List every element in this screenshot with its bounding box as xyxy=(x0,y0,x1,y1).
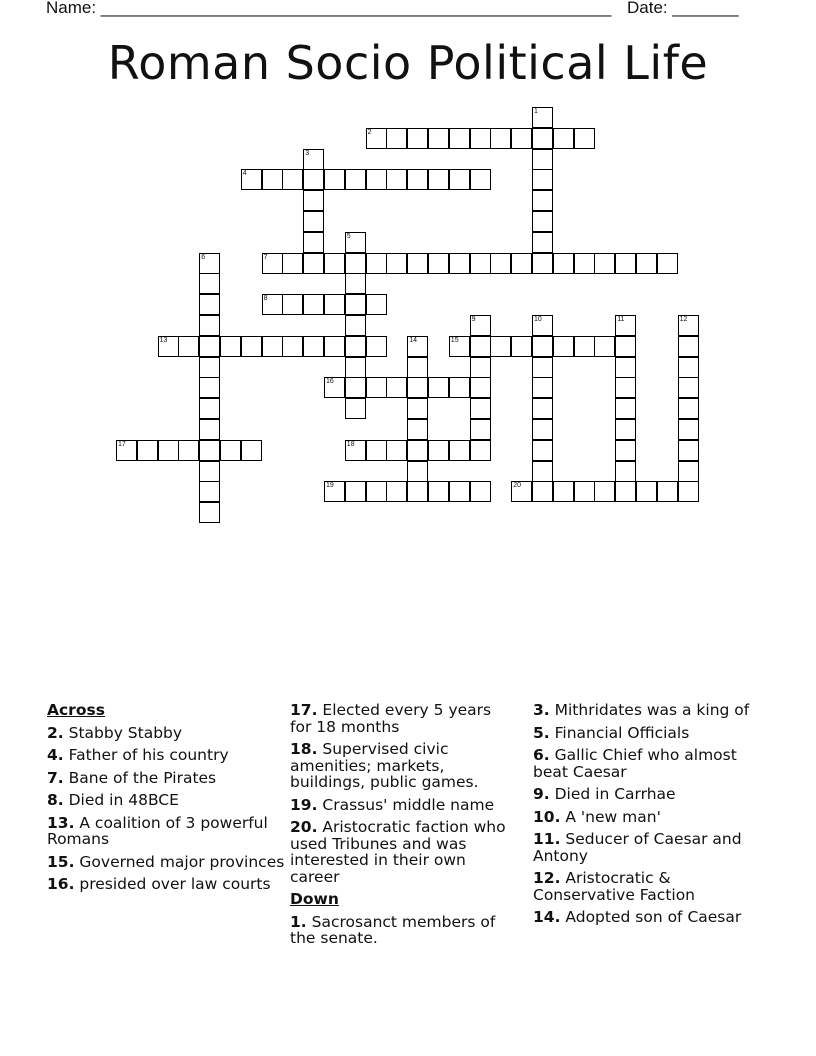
grid-cell[interactable] xyxy=(407,481,428,502)
grid-cell[interactable] xyxy=(137,440,158,461)
grid-cell[interactable] xyxy=(303,149,324,170)
grid-cell[interactable] xyxy=(470,377,491,398)
grid-cell[interactable] xyxy=(407,169,428,190)
clue-item xyxy=(47,770,297,787)
grid-cell[interactable] xyxy=(407,377,428,398)
grid-cell[interactable] xyxy=(366,377,387,398)
grid-cell[interactable] xyxy=(428,377,449,398)
grid-cell[interactable] xyxy=(303,336,324,357)
grid-cell[interactable] xyxy=(386,169,407,190)
clue-number: 20 xyxy=(513,482,521,490)
grid-cell[interactable] xyxy=(553,481,574,502)
grid-cell[interactable] xyxy=(199,481,220,502)
grid-cell[interactable] xyxy=(615,419,636,440)
grid-cell[interactable] xyxy=(116,440,137,461)
grid-cell[interactable] xyxy=(470,398,491,419)
clue-item-number: 6. xyxy=(533,746,550,764)
grid-cell[interactable] xyxy=(345,481,366,502)
grid-cell[interactable] xyxy=(449,440,470,461)
clue-item xyxy=(533,786,763,803)
clue-item-text: Father of his country xyxy=(63,746,229,764)
grid-cell[interactable] xyxy=(282,336,303,357)
clue-number: 7 xyxy=(263,253,268,261)
grid-cell[interactable] xyxy=(532,107,553,128)
grid-cell[interactable] xyxy=(678,440,699,461)
clue-item-text: Died in Carrhae xyxy=(549,785,676,803)
clue-number: 1 xyxy=(534,108,538,115)
clue-item xyxy=(290,914,515,947)
grid-cell[interactable] xyxy=(407,336,428,357)
grid-cell[interactable] xyxy=(345,294,366,315)
clue-item-number: 5. xyxy=(533,723,550,742)
grid-cell[interactable] xyxy=(615,336,636,357)
grid-cell[interactable] xyxy=(241,336,262,357)
grid-cell[interactable] xyxy=(199,419,220,440)
grid-cell[interactable] xyxy=(324,377,345,398)
grid-cell[interactable] xyxy=(678,377,699,398)
grid-cell[interactable] xyxy=(532,336,553,357)
grid-cell[interactable] xyxy=(324,253,345,274)
clue-item-text: Mithridates was a king of xyxy=(549,701,750,719)
grid-cell[interactable] xyxy=(511,481,532,502)
clue-item-number: 11. xyxy=(533,830,561,848)
clue-section-heading: Across xyxy=(47,701,105,719)
grid-cell[interactable] xyxy=(511,253,532,274)
grid-cell[interactable] xyxy=(407,461,428,482)
clue-item-number: 8. xyxy=(47,791,64,809)
grid-cell[interactable] xyxy=(636,481,657,502)
grid-cell[interactable] xyxy=(449,169,470,190)
grid-cell[interactable] xyxy=(199,398,220,419)
clue-item-text: Aristocratic & Conservative Faction xyxy=(533,869,696,904)
grid-cell[interactable] xyxy=(532,398,553,419)
clue-item-number: 16. xyxy=(47,875,75,893)
clue-item xyxy=(533,702,763,719)
grid-cell[interactable] xyxy=(470,419,491,440)
grid-cell[interactable] xyxy=(303,294,324,315)
grid-cell[interactable] xyxy=(199,502,220,523)
clue-number: 17 xyxy=(118,440,126,448)
clue-number: 14 xyxy=(409,336,417,344)
grid-cell[interactable] xyxy=(428,253,449,274)
grid-cell[interactable] xyxy=(470,440,491,461)
grid-cell[interactable] xyxy=(657,253,678,274)
clue-item-number: 19. xyxy=(290,795,318,814)
grid-cell[interactable] xyxy=(594,253,615,274)
clue-item-text: Aristocratic faction who used Tribunes and was interested in their own career xyxy=(290,818,506,886)
grid-cell[interactable] xyxy=(532,211,553,232)
clue-item xyxy=(533,725,763,742)
clue-item-text: Financial Officials xyxy=(549,723,690,742)
grid-cell[interactable] xyxy=(262,336,283,357)
clue-item-number: 14. xyxy=(533,908,561,926)
grid-cell[interactable] xyxy=(615,440,636,461)
grid-cell[interactable] xyxy=(532,377,553,398)
grid-cell[interactable] xyxy=(345,273,366,294)
grid-cell[interactable] xyxy=(407,419,428,440)
clue-item-number: 4. xyxy=(47,746,64,764)
grid-cell[interactable] xyxy=(449,253,470,274)
grid-cell[interactable] xyxy=(407,398,428,419)
grid-cell[interactable] xyxy=(303,253,324,274)
clue-item-text: presided over law courts xyxy=(74,875,271,893)
clue-item-text: Stabby Stabby xyxy=(63,723,183,742)
grid-cell[interactable] xyxy=(553,128,574,149)
grid-cell[interactable] xyxy=(324,169,345,190)
name-field-label: Name: ______________________________________________________ xyxy=(46,0,612,17)
grid-cell[interactable] xyxy=(386,440,407,461)
grid-cell[interactable] xyxy=(532,232,553,253)
grid-cell[interactable] xyxy=(678,398,699,419)
grid-cell[interactable] xyxy=(345,232,366,253)
grid-cell[interactable] xyxy=(615,377,636,398)
clue-item xyxy=(533,870,763,903)
grid-cell[interactable] xyxy=(490,253,511,274)
grid-cell[interactable] xyxy=(532,128,553,149)
clue-number: 18 xyxy=(346,440,355,448)
grid-cell[interactable] xyxy=(449,128,470,149)
grid-cell[interactable] xyxy=(262,294,283,315)
clue-item-text: Seducer of Caesar and Antony xyxy=(533,830,742,865)
grid-cell[interactable] xyxy=(615,357,636,378)
grid-cell[interactable] xyxy=(678,481,699,502)
grid-cell[interactable] xyxy=(532,169,553,190)
grid-cell[interactable] xyxy=(282,169,303,190)
grid-cell[interactable] xyxy=(366,294,387,315)
grid-cell[interactable] xyxy=(262,253,283,274)
clue-number: 3 xyxy=(305,149,310,157)
grid-cell[interactable] xyxy=(470,357,491,378)
clue-number: 9 xyxy=(471,316,476,323)
grid-cell[interactable] xyxy=(282,253,303,274)
clue-item-text: Crassus' middle name xyxy=(317,795,495,814)
clue-number: 15 xyxy=(450,336,459,344)
grid-cell[interactable] xyxy=(470,315,491,336)
clue-number: 11 xyxy=(617,316,625,323)
clue-item-number: 13. xyxy=(47,813,75,832)
grid-cell[interactable] xyxy=(303,211,324,232)
grid-cell[interactable] xyxy=(345,440,366,461)
puzzle-title: Roman Socio Political Life xyxy=(107,36,709,90)
clue-item-number: 9. xyxy=(533,785,550,803)
grid-cell[interactable] xyxy=(386,481,407,502)
grid-cell[interactable] xyxy=(532,315,553,336)
clue-item-number: 18. xyxy=(290,740,318,758)
grid-cell[interactable] xyxy=(532,253,553,274)
clue-item-text: Bane of the Pirates xyxy=(63,768,217,787)
grid-cell[interactable] xyxy=(407,357,428,378)
grid-cell[interactable] xyxy=(366,336,387,357)
grid-cell[interactable] xyxy=(428,128,449,149)
grid-cell[interactable] xyxy=(303,190,324,211)
grid-cell[interactable] xyxy=(303,232,324,253)
grid-cell[interactable] xyxy=(615,315,636,336)
grid-cell[interactable] xyxy=(345,169,366,190)
grid-cell[interactable] xyxy=(594,481,615,502)
grid-cell[interactable] xyxy=(345,357,366,378)
clue-column-3 xyxy=(533,702,763,932)
grid-cell[interactable] xyxy=(532,440,553,461)
clue-item-number: 15. xyxy=(47,852,75,871)
clue-column-2 xyxy=(290,702,515,953)
clue-item-text: Sacrosanct members of the senate. xyxy=(290,912,496,947)
clue-item xyxy=(290,702,515,735)
grid-cell[interactable] xyxy=(532,357,553,378)
clue-number: 5 xyxy=(346,232,351,240)
grid-cell[interactable] xyxy=(574,253,595,274)
grid-cell[interactable] xyxy=(199,294,220,315)
clue-item-text: Governed major provinces xyxy=(74,852,285,871)
clue-item xyxy=(533,831,763,864)
clue-item xyxy=(290,741,515,791)
clue-item-text: A 'new man' xyxy=(560,807,661,826)
grid-cell[interactable] xyxy=(678,357,699,378)
clue-item-number: 2. xyxy=(47,723,64,742)
grid-cell[interactable] xyxy=(407,128,428,149)
grid-cell[interactable] xyxy=(574,128,595,149)
grid-cell[interactable] xyxy=(594,336,615,357)
grid-cell[interactable] xyxy=(553,336,574,357)
clue-number: 10 xyxy=(534,316,542,323)
grid-cell[interactable] xyxy=(199,377,220,398)
grid-cell[interactable] xyxy=(615,398,636,419)
clue-item-number: 10. xyxy=(533,807,561,826)
grid-cell[interactable] xyxy=(449,377,470,398)
grid-cell[interactable] xyxy=(386,377,407,398)
grid-cell[interactable] xyxy=(407,440,428,461)
grid-cell[interactable] xyxy=(241,169,262,190)
grid-cell[interactable] xyxy=(345,377,366,398)
grid-cell[interactable] xyxy=(345,398,366,419)
grid-cell[interactable] xyxy=(386,128,407,149)
grid-cell[interactable] xyxy=(386,253,407,274)
grid-cell[interactable] xyxy=(428,481,449,502)
grid-cell[interactable] xyxy=(532,190,553,211)
clue-item-text: Adopted son of Caesar xyxy=(560,908,742,926)
grid-cell[interactable] xyxy=(678,336,699,357)
grid-cell[interactable] xyxy=(303,169,324,190)
clue-item xyxy=(290,797,515,814)
grid-cell[interactable] xyxy=(490,128,511,149)
clue-item-number: 20. xyxy=(290,818,318,836)
grid-cell[interactable] xyxy=(407,253,428,274)
clue-item-number: 12. xyxy=(533,869,561,887)
clue-item-text: Died in 48BCE xyxy=(63,791,179,809)
clue-item xyxy=(47,792,297,809)
grid-cell[interactable] xyxy=(324,336,345,357)
grid-cell[interactable] xyxy=(657,481,678,502)
grid-cell[interactable] xyxy=(324,481,345,502)
clue-item xyxy=(533,809,763,826)
grid-cell[interactable] xyxy=(262,169,283,190)
grid-cell[interactable] xyxy=(532,419,553,440)
clue-item-number: 3. xyxy=(533,701,550,719)
clue-item-text: Gallic Chief who almost beat Caesar xyxy=(533,746,737,781)
clue-number: 12 xyxy=(679,316,688,323)
grid-cell[interactable] xyxy=(615,461,636,482)
clue-item-number: 7. xyxy=(47,768,64,787)
clue-item-text: Supervised civic amenities; markets, buildings, public games. xyxy=(290,740,479,791)
clue-item xyxy=(47,854,297,871)
clue-number: 4 xyxy=(242,170,247,178)
grid-cell[interactable] xyxy=(366,481,387,502)
grid-cell[interactable] xyxy=(532,149,553,170)
clue-column-1 xyxy=(47,702,297,899)
grid-cell[interactable] xyxy=(158,336,179,357)
grid-cell[interactable] xyxy=(511,336,532,357)
grid-cell[interactable] xyxy=(199,357,220,378)
grid-cell[interactable] xyxy=(615,253,636,274)
grid-cell[interactable] xyxy=(178,336,199,357)
clue-number: 16 xyxy=(326,378,334,386)
grid-cell[interactable] xyxy=(220,440,241,461)
grid-cell[interactable] xyxy=(470,253,491,274)
clue-item-number: 1. xyxy=(290,912,307,931)
grid-cell[interactable] xyxy=(678,461,699,482)
grid-cell[interactable] xyxy=(345,253,366,274)
clue-item-text: A coalition of 3 powerful Romans xyxy=(47,813,268,848)
grid-cell[interactable] xyxy=(199,273,220,294)
clue-number: 13 xyxy=(159,336,168,344)
clue-item xyxy=(533,747,763,780)
grid-cell[interactable] xyxy=(532,481,553,502)
grid-cell[interactable] xyxy=(199,253,220,274)
grid-cell[interactable] xyxy=(574,481,595,502)
grid-cell[interactable] xyxy=(199,461,220,482)
grid-cell[interactable] xyxy=(345,336,366,357)
clue-item-number: 17. xyxy=(290,701,318,719)
grid-cell[interactable] xyxy=(282,294,303,315)
grid-cell[interactable] xyxy=(449,336,470,357)
grid-cell[interactable] xyxy=(470,481,491,502)
grid-cell[interactable] xyxy=(199,336,220,357)
grid-cell[interactable] xyxy=(470,169,491,190)
grid-cell[interactable] xyxy=(449,481,470,502)
clue-section-heading: Down xyxy=(290,890,339,908)
grid-cell[interactable] xyxy=(470,128,491,149)
clue-item xyxy=(533,909,763,926)
grid-cell[interactable] xyxy=(532,461,553,482)
grid-cell[interactable] xyxy=(470,336,491,357)
clue-item xyxy=(47,815,297,848)
grid-cell[interactable] xyxy=(199,440,220,461)
grid-cell[interactable] xyxy=(158,440,179,461)
clue-item xyxy=(47,725,297,742)
clue-item xyxy=(47,747,297,764)
grid-cell[interactable] xyxy=(490,336,511,357)
grid-cell[interactable] xyxy=(366,440,387,461)
grid-cell[interactable] xyxy=(345,315,366,336)
grid-cell[interactable] xyxy=(428,169,449,190)
date-field-label: Date: _______ xyxy=(627,0,739,17)
grid-cell[interactable] xyxy=(636,253,657,274)
grid-cell[interactable] xyxy=(574,336,595,357)
grid-cell[interactable] xyxy=(553,253,574,274)
grid-cell[interactable] xyxy=(241,440,262,461)
grid-cell[interactable] xyxy=(324,294,345,315)
grid-cell[interactable] xyxy=(366,128,387,149)
grid-cell[interactable] xyxy=(615,481,636,502)
grid-cell[interactable] xyxy=(178,440,199,461)
clue-number: 19 xyxy=(326,482,334,490)
grid-cell[interactable] xyxy=(511,128,532,149)
grid-cell[interactable] xyxy=(366,253,387,274)
grid-cell[interactable] xyxy=(678,419,699,440)
grid-cell[interactable] xyxy=(366,169,387,190)
grid-cell[interactable] xyxy=(220,336,241,357)
clue-number: 6 xyxy=(201,253,206,261)
clue-item-text: Elected every 5 years for 18 months xyxy=(290,701,492,736)
grid-cell[interactable] xyxy=(199,315,220,336)
clue-number: 8 xyxy=(263,295,268,303)
clue-item xyxy=(47,876,297,893)
clue-number: 2 xyxy=(367,128,372,136)
clue-item xyxy=(290,819,515,885)
grid-cell[interactable] xyxy=(428,440,449,461)
grid-cell[interactable] xyxy=(678,315,699,336)
